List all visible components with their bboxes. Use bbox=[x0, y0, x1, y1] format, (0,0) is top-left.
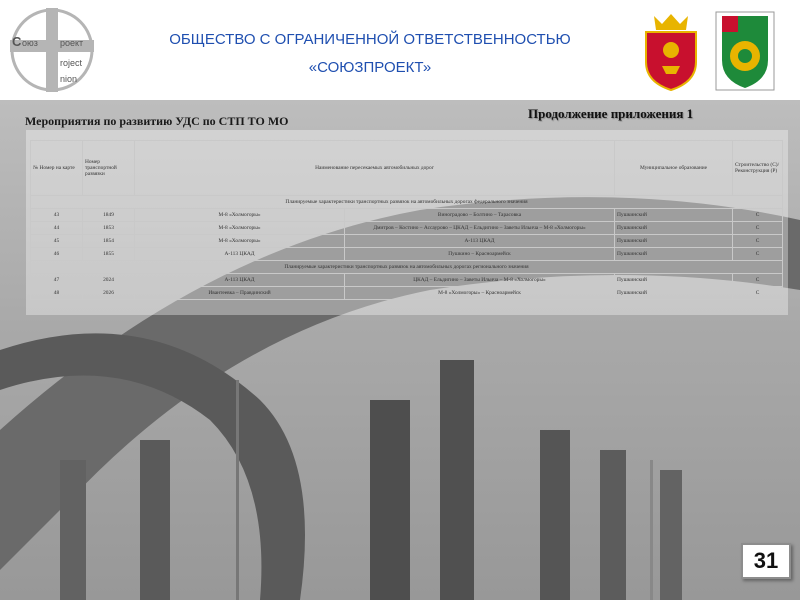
cell-work-type: С bbox=[733, 235, 783, 248]
table-row bbox=[31, 287, 783, 300]
moscow-oblast-emblem-icon bbox=[640, 10, 702, 92]
cell-municipality: Пушкинский bbox=[615, 248, 733, 261]
table-row bbox=[31, 248, 783, 261]
table-row bbox=[31, 274, 783, 287]
col-header-map-number: № Номер на карте bbox=[31, 141, 83, 196]
cell-road-a: А-113 ЦКАД bbox=[135, 248, 345, 261]
cell-interchange-number: 1849 bbox=[83, 209, 135, 222]
cell-road-a: М-8 «Холмогоры» bbox=[135, 209, 345, 222]
cell-interchange-number: 1853 bbox=[83, 222, 135, 235]
cell-work-type: С bbox=[733, 248, 783, 261]
col-header-roads: Наименование пересекаемых автомобильных дорог bbox=[135, 141, 615, 196]
table-row bbox=[31, 209, 783, 222]
svg-text:С: С bbox=[12, 34, 22, 49]
cell-map-number: 46 bbox=[31, 248, 83, 261]
cell-road-a: Ивантеевка – Правдинский bbox=[135, 287, 345, 300]
cell-road-b: Виноградово – Болтино – Тарасовка bbox=[345, 209, 615, 222]
cell-municipality: Пушкинский bbox=[615, 209, 733, 222]
cell-road-b: ЦКАД – Ельдигино – Заветы Ильича – М-8 «Холмогоры» bbox=[345, 274, 615, 287]
pushkino-district-emblem-icon bbox=[714, 10, 776, 92]
interchanges-table bbox=[30, 140, 783, 300]
soyuzproekt-logo bbox=[8, 6, 96, 94]
company-name bbox=[120, 26, 620, 82]
cell-work-type: С bbox=[733, 222, 783, 235]
cell-interchange-number: 1854 bbox=[83, 235, 135, 248]
svg-text:роект: роект bbox=[60, 38, 84, 48]
cell-road-b: Пушкино – Красноармейск bbox=[345, 248, 615, 261]
cell-road-b: А-113 ЦКАД bbox=[345, 235, 615, 248]
table-group-row bbox=[31, 261, 783, 274]
cell-interchange-number: 2024 bbox=[83, 274, 135, 287]
cell-map-number: 43 bbox=[31, 209, 83, 222]
svg-text:nion: nion bbox=[60, 74, 78, 84]
table-header-row bbox=[31, 141, 783, 196]
cell-road-b: Дмитров – Костино – Ассаурово – ЦКАД – Ельдигино – Заветы Ильича – М-8 «Холмогоры» bbox=[345, 222, 615, 235]
cell-interchange-number: 2026 bbox=[83, 287, 135, 300]
cell-municipality: Пушкинский bbox=[615, 287, 733, 300]
group-title-federal: Планируемые характеристики транспортных развязок на автомобильных дорогах федерального значения bbox=[31, 196, 783, 209]
cell-map-number: 45 bbox=[31, 235, 83, 248]
cell-work-type: С bbox=[733, 209, 783, 222]
company-line-1: ОБЩЕСТВО С ОГРАНИЧЕННОЙ ОТВЕТСТВЕННОСТЬЮ bbox=[169, 31, 571, 48]
header bbox=[0, 0, 800, 100]
cell-municipality: Пушкинский bbox=[615, 274, 733, 287]
cell-map-number: 48 bbox=[31, 287, 83, 300]
svg-text:roject: roject bbox=[60, 58, 83, 68]
col-header-work-type: Строительство (С)/ Реконструкция (Р) bbox=[733, 141, 783, 196]
cell-work-type: С bbox=[733, 287, 783, 300]
group-title-regional: Планируемые характеристики транспортных развязок на автомобильных дорогах регионального значения bbox=[31, 261, 783, 274]
col-header-municipality: Муниципальное образование bbox=[615, 141, 733, 196]
table-row bbox=[31, 222, 783, 235]
cell-map-number: 47 bbox=[31, 274, 83, 287]
cell-road-b: М-8 «Холмогоры» – Красноармейск bbox=[345, 287, 615, 300]
appendix-continuation: Продолжение приложения 1 bbox=[528, 106, 694, 121]
cell-work-type: С bbox=[733, 274, 783, 287]
table-group-row bbox=[31, 196, 783, 209]
cell-road-a: М-8 «Холмогоры» bbox=[135, 222, 345, 235]
col-header-interchange-number: Номер транспортной развязки bbox=[83, 141, 135, 196]
cell-interchange-number: 1855 bbox=[83, 248, 135, 261]
cell-road-a: А-113 ЦКАД bbox=[135, 274, 345, 287]
cell-road-a: М-8 «Холмогоры» bbox=[135, 235, 345, 248]
cell-municipality: Пушкинский bbox=[615, 222, 733, 235]
document-title: Мероприятия по развитию УДС по СТП ТО МО bbox=[25, 114, 289, 128]
cell-map-number: 44 bbox=[31, 222, 83, 235]
company-line-2: «СОЮЗПРОЕКТ» bbox=[308, 59, 432, 76]
svg-text:оюз: оюз bbox=[22, 38, 38, 48]
table-row bbox=[31, 235, 783, 248]
page-number: 31 bbox=[741, 543, 791, 579]
cell-municipality: Пушкинский bbox=[615, 235, 733, 248]
